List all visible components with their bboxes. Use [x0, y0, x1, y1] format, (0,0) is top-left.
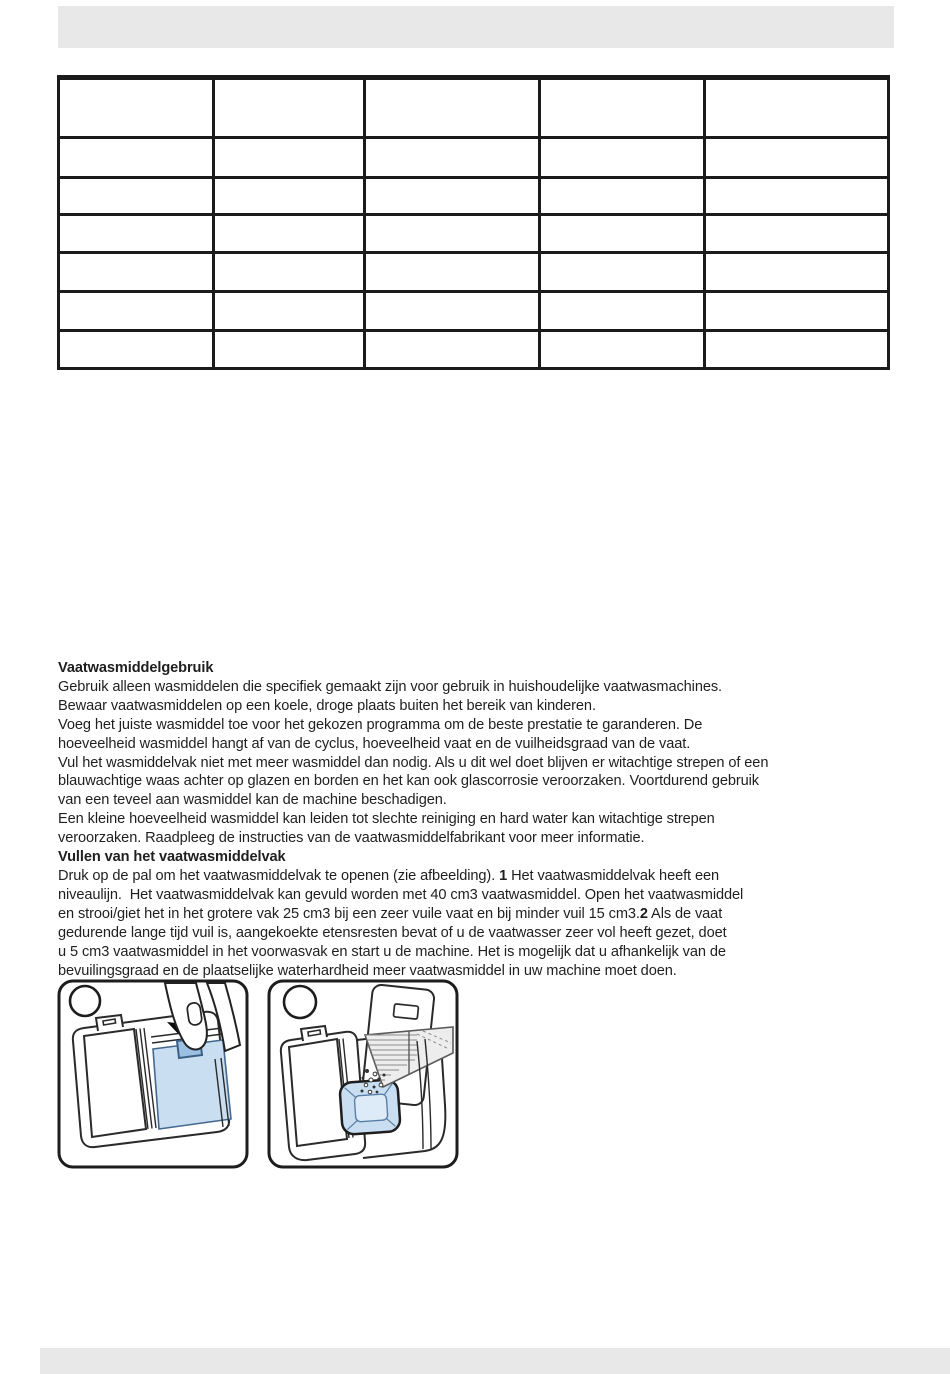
text-line: van een teveel aan wasmiddel kan de machine beschadigen. — [58, 792, 447, 809]
inline-step-number: 1 — [499, 867, 508, 884]
text-line: hoeveelheid wasmiddel hangt af van de cyclus, hoeveelheid vaat en de vuilheidsgraad van de vaat. — [58, 735, 691, 752]
blank-table — [57, 75, 890, 370]
table-cell — [365, 253, 539, 292]
section-heading-filling-compartment: Vullen van het vaatwasmiddelvak — [58, 849, 286, 866]
table-cell — [365, 292, 539, 331]
lid-handle-hole — [393, 1004, 418, 1019]
table-cell — [214, 253, 365, 292]
table-cell — [59, 331, 214, 369]
table-row — [59, 292, 889, 331]
table-cell — [214, 215, 365, 253]
footer-band — [40, 1348, 950, 1374]
step-circle — [284, 986, 316, 1018]
table-cell — [704, 331, 888, 369]
text-segment: Als de vaat — [647, 905, 723, 922]
table-cell — [59, 178, 214, 215]
section-heading-detergent-use: Vaatwasmiddelgebruik — [58, 660, 214, 676]
table-cell — [539, 253, 704, 292]
paragraph-filling-compartment — [58, 867, 928, 980]
text-line: blauwachtige waas achter op glazen en borden en het kan ook glascorrosie veroorzaken. Voortdurend gebruik — [58, 773, 759, 790]
text-segment: Druk op de pal om het vaatwasmiddelvak te openen (zie afbeelding). — [58, 867, 500, 884]
text-segment: en strooi/giet het in het grotere vak 25 cm3 bij een zeer vuile vaat en bij minder vuil 15 cm3. — [58, 905, 640, 922]
text-segment: niveaulijn. Het vaatwasmiddelvak kan gevuld worden met 40 cm3 vaatwasmiddel. Open het vaatwasmiddel — [58, 886, 744, 903]
table-cell — [214, 178, 365, 215]
text-line — [58, 905, 928, 924]
table-cell — [59, 78, 214, 138]
table-cell — [59, 253, 214, 292]
table-cell — [539, 138, 704, 178]
table-cell — [365, 138, 539, 178]
paragraph-detergent-use — [58, 678, 928, 848]
table-cell — [704, 138, 888, 178]
table-cell — [214, 138, 365, 178]
table-cell — [214, 331, 365, 369]
table-row — [59, 138, 889, 178]
text-segment: gedurende lange tijd vuil is, aangekoekte etensresten bevat of u de vaatwasser zeer vol heeft gezet, doet — [58, 924, 727, 941]
text-block — [58, 659, 928, 980]
text-line — [58, 867, 928, 886]
table-cell — [539, 78, 704, 138]
table-cell — [704, 215, 888, 253]
press-latch-illustration — [57, 979, 249, 1169]
text-line: veroorzaken. Raadpleeg de instructies van de vaatwasmiddelfabrikant voor meer informatie. — [58, 830, 645, 847]
table-cell — [59, 292, 214, 331]
text-line — [58, 943, 928, 962]
prewash-lid — [289, 1039, 347, 1146]
figure-press-latch — [57, 979, 249, 1169]
table-cell — [539, 292, 704, 331]
table-row — [59, 331, 889, 369]
text-line: Voeg het juiste wasmiddel toe voor het gekozen programma om de beste prestatie te garanderen. De — [58, 716, 703, 733]
table-cell — [539, 331, 704, 369]
figure-pour-detergent — [267, 979, 459, 1169]
text-line: Vul het wasmiddelvak niet met meer wasmiddel dan nodig. Als u dit wel doet blijven er witachtige strepen of een — [58, 754, 769, 771]
table-cell — [704, 78, 888, 138]
text-line — [58, 962, 928, 981]
table-row — [59, 215, 889, 253]
table-cell — [704, 292, 888, 331]
table-cell — [365, 215, 539, 253]
table-cell — [539, 178, 704, 215]
text-segment: u 5 cm3 vaatwasmiddel in het voorwasvak en start u de machine. Het is mogelijk dat u afhankelijk van de — [58, 943, 726, 960]
text-segment: bevuilingsgraad en de plaatselijke waterhardheid meer vaatwasmiddel in uw machine moet doen. — [58, 962, 677, 979]
header-band — [58, 6, 894, 48]
table-cell — [704, 253, 888, 292]
table-cell — [704, 178, 888, 215]
open-compartment — [339, 1079, 400, 1135]
table-cell — [59, 138, 214, 178]
table-cell — [59, 215, 214, 253]
text-line — [58, 924, 928, 943]
table-row — [59, 178, 889, 215]
text-line: Een kleine hoeveelheid wasmiddel kan leiden tot slechte reiniging en hard water kan witachtige strepen — [58, 811, 715, 828]
table-cell — [365, 331, 539, 369]
text-line — [58, 886, 928, 905]
inline-step-number: 2 — [639, 905, 648, 922]
table-row — [59, 78, 889, 138]
table-cell — [214, 78, 365, 138]
table-cell — [214, 292, 365, 331]
pour-detergent-illustration — [267, 979, 459, 1169]
text-line: Gebruik alleen wasmiddelen die specifiek gemaakt zijn voor gebruik in huishoudelijke vaatwasmachines. — [58, 678, 723, 695]
text-line: Bewaar vaatwasmiddelen op een koele, droge plaats buiten het bereik van kinderen. — [58, 697, 596, 714]
text-segment: Het vaatwasmiddelvak heeft een — [507, 867, 720, 884]
step-circle — [70, 986, 100, 1016]
table-cell — [539, 215, 704, 253]
table-cell — [365, 78, 539, 138]
table-cell — [365, 178, 539, 215]
table-row — [59, 253, 889, 292]
prewash-lid — [84, 1029, 146, 1137]
